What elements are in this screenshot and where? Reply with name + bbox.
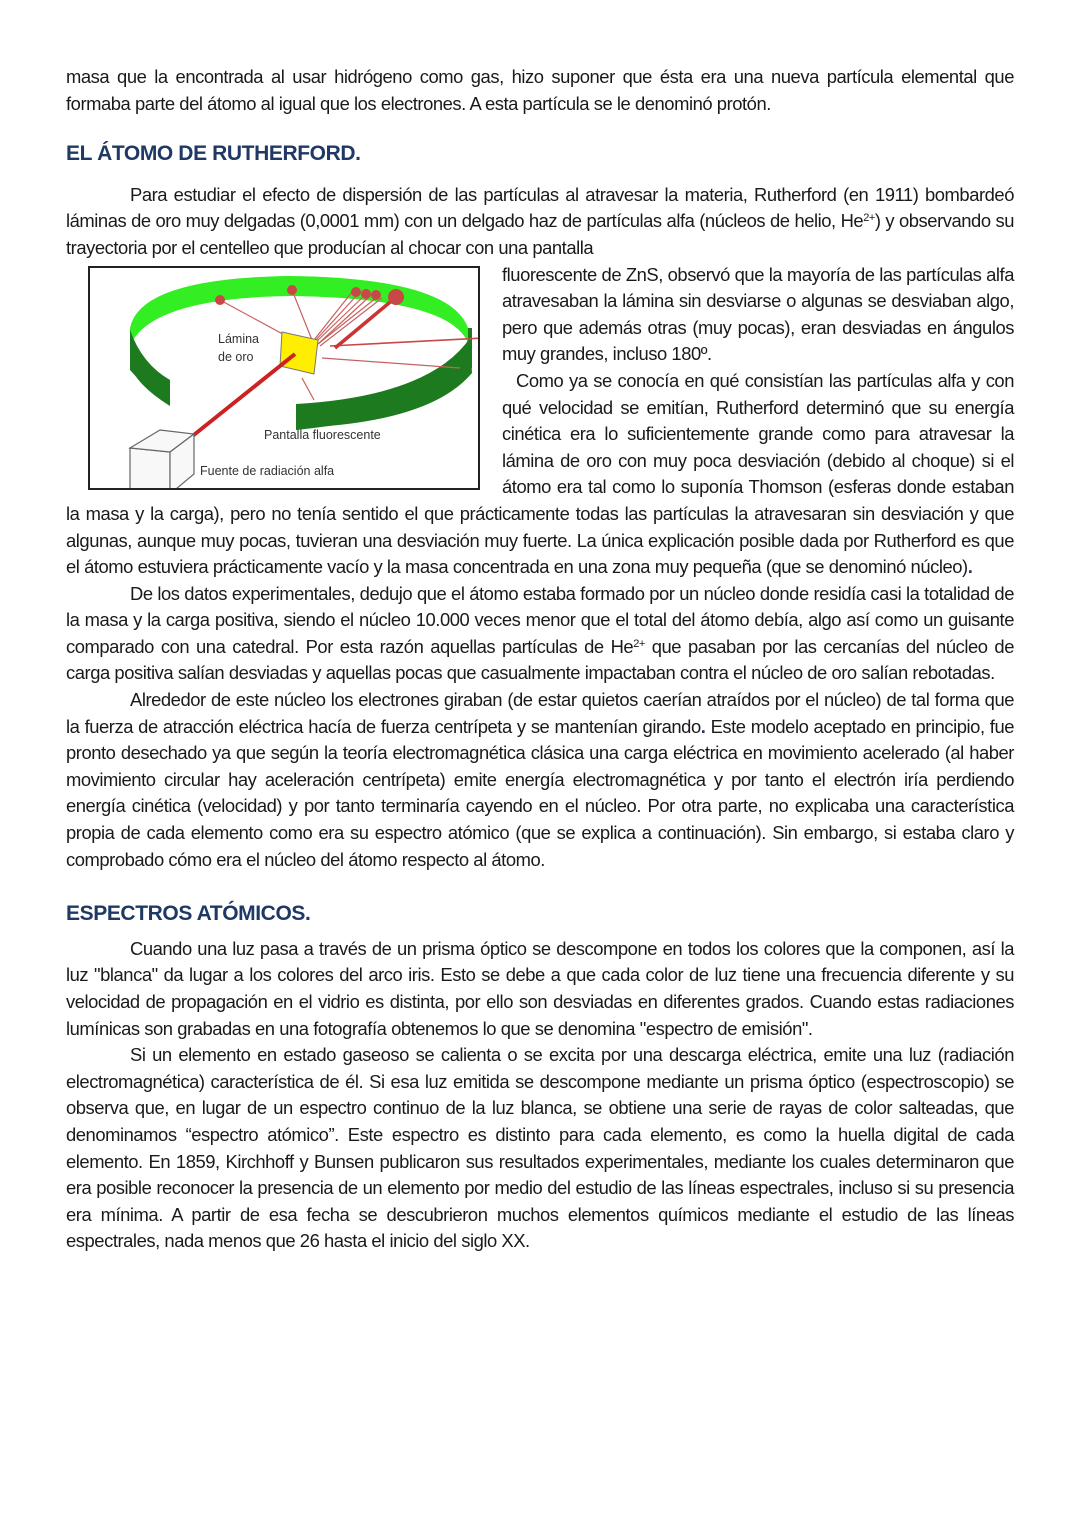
heading-rutherford: EL ÁTOMO DE RUTHERFORD.	[66, 142, 361, 166]
label-fluorescent-screen: Pantalla fluorescente	[264, 427, 381, 442]
label-alpha-source: Fuente de radiación alfa	[200, 463, 335, 478]
superscript-charge: 2+	[863, 212, 875, 225]
document-page	[66, 64, 1014, 1255]
rutherford-paragraph-1-continued: fluorescente de ZnS, observó que la mayoría de las partículas alfa atravesaban la lámina sin desviarse o algunas se desviaban algo, pero que además otras (muy pocas), eran desviadas en ángulos muy grandes, incluso 180º.	[502, 263, 1014, 365]
text-span: Alrededor de este núcleo los electrones giraban (de estar quietos caerían atraídos por el núcleo) de tal forma que la fuerza de atracción eléctrica hacía de fuerza centrípeta y se mantenían girando	[66, 689, 1014, 737]
label-gold-foil-line2: de oro	[218, 349, 254, 364]
text-span: De los datos experimentales, dedujo que el átomo estaba formado por un núcleo donde residía casi la totalidad de la masa y la carga positiva, siendo el núcleo 10.000 veces menor que el total del átomo debía, algo así como un guisante comparado con una catedral. Por esta razón aquellas partículas de He	[66, 582, 1014, 657]
intro-paragraph: masa que la encontrada al usar hidrógeno como gas, hizo suponer que ésta era una nueva partícula elemental que formaba parte del átomo al igual que los electrones. A esta partícula se le denominó protón.	[66, 66, 1014, 114]
text-span: ) y observando su trayectoria por el centelleo que producían al chocar con una pantalla	[66, 210, 1014, 258]
rutherford-paragraph-3	[66, 581, 1014, 687]
text-span: Este modelo aceptado en principio, fue pronto desechado ya que según la teoría electromagnética clásica una carga eléctrica en movimiento acelerado (al haber movimiento circular hay aceleración centrípeta) emite energía electromagnética y por tanto el electrón iría perdiendo energía cinética (velocidad) y por tanto terminaría cayendo en el núcleo. Por otra parte, no explicaba una característica propia de cada elemento como era su espectro atómico (que se explica a continuación). Sin embargo, si estaba claro y comprobado cómo era el núcleo del átomo respecto al átomo.	[66, 715, 1014, 870]
heading-atomic-spectra: ESPECTROS ATÓMICOS.	[66, 902, 311, 926]
text-span: .	[700, 715, 706, 737]
alpha-source-cube-icon	[130, 430, 194, 488]
rutherford-paragraph-4	[66, 687, 1014, 873]
text-span: Para estudiar el efecto de dispersión de las partículas al atravesar la materia, Rutherford (en 1911) bombardeó láminas de oro muy delgadas (0,0001 mm) con un delgado haz de partículas alfa (núcleos de helio, He	[66, 183, 1014, 232]
alpha-beam	[190, 354, 295, 438]
gold-foil-diagram	[90, 268, 478, 488]
text-span: que pasaban por las cercanías del núcleo de carga positiva salían desviadas y aquellas pocas que casualmente impactaban contra el núcleo de oro salían rebotadas.	[66, 635, 1014, 684]
label-gold-foil-line1: Lámina	[218, 331, 259, 346]
spectra-paragraph-1: Cuando una luz pasa a través de un prisma óptico se descompone en todos los colores que la componen, así la luz "blanca" da lugar a los colores del arco iris. Esto se debe a que cada color de luz tiene una frecuencia diferente y su velocidad de propagación en el vidrio es distinta, por ello son desviadas en diferentes grados. Cuando estas radiaciones lumínicas son grabadas en una fotografía obtenemos lo que se denomina "espectro de emisión".	[66, 937, 1014, 1039]
rutherford-paragraph-1	[66, 182, 1014, 262]
superscript-charge: 2+	[633, 637, 645, 650]
text-span: .	[967, 556, 973, 578]
rutherford-experiment-figure	[88, 266, 480, 490]
spectra-paragraph-2: Si un elemento en estado gaseoso se calienta o se excita por una descarga eléctrica, emite una luz (radiación electromagnética) característica de él. Si esa luz emitida se descompone mediante un prisma óptico (espectroscopio) se observa que, en lugar de un espectro continuo de la luz blanca, se obtiene una serie de rayas de color salteadas, que denominamos “espectro atómico”. Este espectro es distinto para cada elemento, es como la huella digital de cada elemento. En 1859, Kirchhoff y Bunsen publicaron sus resultados experimentales, mediante los cuales determinaron que era posible reconocer la presencia de un elemento por medio del estudio de las líneas espectrales, incluso si su presencia era mínima. A partir de esa fecha se descubrieron muchos elementos químicos mediante el estudio de las líneas espectrales, nada menos que 26 hasta el inicio del siglo XX.	[66, 1044, 1014, 1252]
gold-foil-icon	[280, 332, 318, 374]
text-span: Como ya se conocía en qué consistían las partículas alfa y con qué velocidad se emitían, Rutherford determinó que su energía cinética era lo suficientemente grande como para atravesar la lámina de oro con muy poca desviación (debido al choque) si el átomo era tal como lo suponía Thomson (esferas donde estaban la masa y la carga), pero no tenía sentido el que prácticamente todas las partículas la atravesaran sin desviación y que algunas, aunque muy pocas, tuvieran una desviación muy fuerte. La única explicación posible dada por Rutherford es que el átomo estuviera prácticamente vacío y la masa concentrada en una zona muy pequeña (que se denominó núcleo)	[66, 369, 1014, 578]
